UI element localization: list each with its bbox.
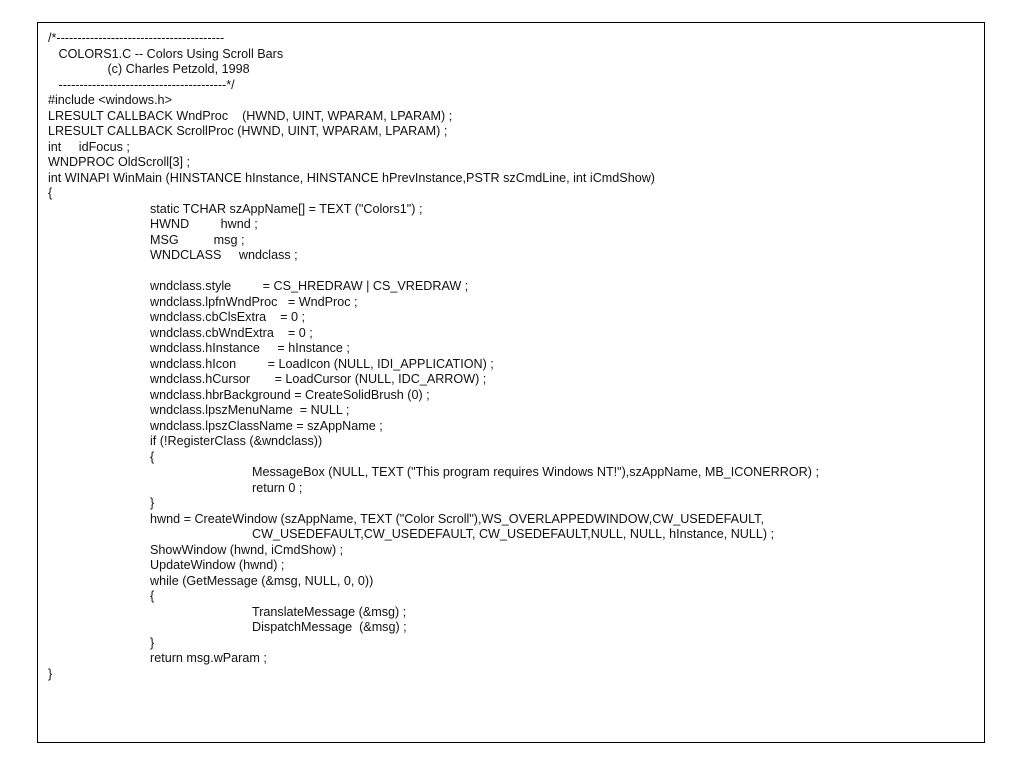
- code-line: UpdateWindow (hwnd) ;: [150, 558, 285, 572]
- code-line: WNDCLASS wndclass ;: [150, 248, 298, 262]
- code-line: LRESULT CALLBACK ScrollProc (HWND, UINT, WPARAM, LPARAM) ;: [48, 124, 448, 138]
- code-line: LRESULT CALLBACK WndProc (HWND, UINT, WPARAM, LPARAM) ;: [48, 108, 453, 123]
- code-line: wndclass.hIcon = LoadIcon (NULL, IDI_APPLICATION) ;: [150, 356, 494, 371]
- code-line: }: [150, 635, 155, 650]
- code-line: {: [48, 186, 53, 200]
- code-line: ----------------------------------------*/: [48, 77, 235, 92]
- code-line: int idFocus ;: [48, 139, 130, 154]
- code-line: (c) Charles Petzold, 1998: [48, 62, 250, 76]
- code-line: DispatchMessage (&msg) ;: [252, 620, 407, 634]
- code-line: wndclass.lpfnWndProc = WndProc ;: [150, 294, 358, 309]
- code-line: if (!RegisterClass (&wndclass)): [150, 434, 323, 448]
- code-line: hwnd = CreateWindow (szAppName, TEXT ("Color Scroll"),WS_OVERLAPPEDWINDOW,CW_USEDEFAULT,: [150, 511, 764, 526]
- code-line: wndclass.hCursor = LoadCursor (NULL, IDC_ARROW) ;: [150, 372, 487, 386]
- code-line: #include <windows.h>: [48, 93, 172, 107]
- code-line: WNDPROC OldScroll[3] ;: [48, 155, 191, 169]
- code-line: wndclass.style = CS_HREDRAW | CS_VREDRAW ;: [150, 279, 469, 293]
- code-line: COLORS1.C -- Colors Using Scroll Bars: [48, 46, 284, 61]
- code-line: MessageBox (NULL, TEXT ("This program requires Windows NT!"),szAppName, MB_ICONERROR) ;: [252, 465, 819, 479]
- code-line: }: [150, 496, 155, 510]
- code-line: HWND hwnd ;: [150, 217, 258, 231]
- code-line: /*----------------------------------------: [48, 31, 225, 45]
- code-line: {: [150, 449, 155, 464]
- code-line: wndclass.cbWndExtra = 0 ;: [150, 325, 313, 340]
- code-line: {: [150, 589, 155, 603]
- code-line: wndclass.hbrBackground = CreateSolidBrush (0) ;: [150, 387, 430, 402]
- code-line: static TCHAR szAppName[] = TEXT ("Colors1") ;: [150, 201, 423, 216]
- code-line: wndclass.lpszMenuName = NULL ;: [150, 403, 350, 417]
- code-line: int WINAPI WinMain (HINSTANCE hInstance, HINSTANCE hPrevInstance,PSTR szCmdLine, int iCmdShow): [48, 170, 656, 185]
- code-listing-frame: [37, 22, 985, 743]
- code-line: [48, 264, 819, 280]
- code-line: MSG msg ;: [150, 232, 245, 247]
- code-line: ShowWindow (hwnd, iCmdShow) ;: [150, 542, 344, 557]
- code-line: while (GetMessage (&msg, NULL, 0, 0)): [150, 573, 374, 588]
- code-line: TranslateMessage (&msg) ;: [252, 604, 407, 619]
- code-line: wndclass.cbClsExtra = 0 ;: [150, 310, 306, 324]
- code-line: wndclass.hInstance = hInstance ;: [150, 341, 350, 355]
- code-listing: [48, 31, 819, 682]
- code-line: return 0 ;: [252, 480, 303, 495]
- code-line: }: [48, 666, 53, 681]
- code-line: CW_USEDEFAULT,CW_USEDEFAULT, CW_USEDEFAULT,NULL, NULL, hInstance, NULL) ;: [252, 527, 775, 541]
- code-line: return msg.wParam ;: [150, 651, 267, 665]
- code-line: wndclass.lpszClassName = szAppName ;: [150, 418, 383, 433]
